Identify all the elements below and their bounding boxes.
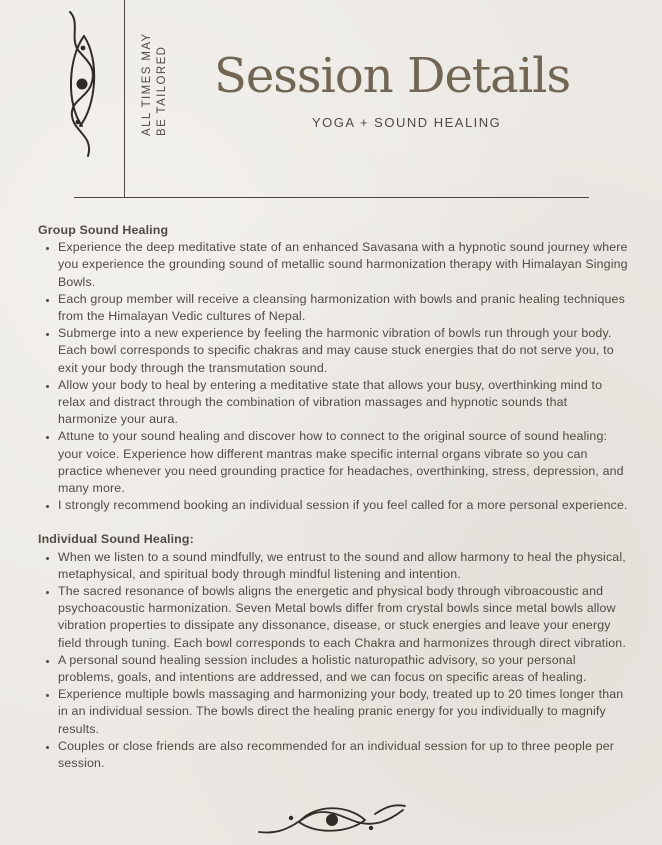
individual-sound-healing-section [38,531,628,772]
page-title: Session Details [214,48,571,104]
list-item: • Experience the deep meditative state of an enhanced Savasana with a hypnotic sound journey where you experience the grounding sound of metallic sound harmonization therapy with Himalayan Singing Bowls. [58,239,628,291]
section-heading: Group Sound Healing [38,223,169,237]
side-note-line-2: BE TAILORED [156,45,168,136]
section-heading: Individual Sound Healing: [38,532,194,547]
session-content [38,222,628,772]
bullet-list [38,549,628,773]
side-note [140,32,170,136]
header-horizontal-rule [74,197,589,198]
side-note-line-1: ALL TIMES MAY [141,32,153,136]
eye-swirl-ornament-icon [56,8,108,160]
list-item: • Couples or close friends are also recommended for an individual session for up to three people per session. [58,738,628,772]
page-subtitle: YOGA + SOUND HEALING [312,115,502,130]
list-item: • The sacred resonance of bowls aligns the energetic and physical body through vibroacoustic and psychoacoustic harmonization. Seven Metal bowls differ from crystal bowls since metal bowls allow vibration properties to dissipate any dissonance, disease, or stuck energies and leave your energy field through tuning. Each bowl corresponds to each Chakra and harmonizes through direct vibration. [58,583,628,652]
list-item: • Experience multiple bowls massaging and harmonizing your body, treated up to 20 times longer than in an individual session. The bowls direct the healing pranic energy for you individually to magnify results. [58,686,628,738]
list-item: • Attune to your sound healing and discover how to connect to the original source of sound healing: your voice. Experience how different mantras make specific internal organs vibrate so you can practice whenever you need grounding practice for headaches, overthinking, stress, depression, and many more. [58,428,628,497]
group-sound-healing-section [38,222,628,514]
list-item: • Each group member will receive a cleansing harmonization with bowls and pranic healing techniques from the Himalayan Vedic cultures of Nepal. [58,291,628,325]
list-item: • When we listen to a sound mindfully, we entrust to the sound and allow harmony to heal the physical, metaphysical, and spiritual body through mindful listening and intention. [58,549,628,583]
eye-swirl-divider-icon [255,800,407,842]
list-item: • Allow your body to heal by entering a meditative state that allows your busy, overthinking mind to relax and distract through the combination of vibration massages and hypnotic sounds that harmonize your aura. [58,377,628,429]
list-item: • A personal sound healing session includes a holistic naturopathic advisory, so your personal problems, goals, and intentions are addressed, and we can focus on specific areas of healing. [58,652,628,686]
list-item: • Submerge into a new experience by feeling the harmonic vibration of bowls run through your body. Each bowl corresponds to specific chakras and may cause stuck energies that do not serve you, to exit your body through the transmutation sound. [58,325,628,377]
bullet-list [38,239,628,514]
header-vertical-rule [124,0,125,198]
list-item: • I strongly recommend booking an individual session if you feel called for a more personal experience. [58,497,628,514]
